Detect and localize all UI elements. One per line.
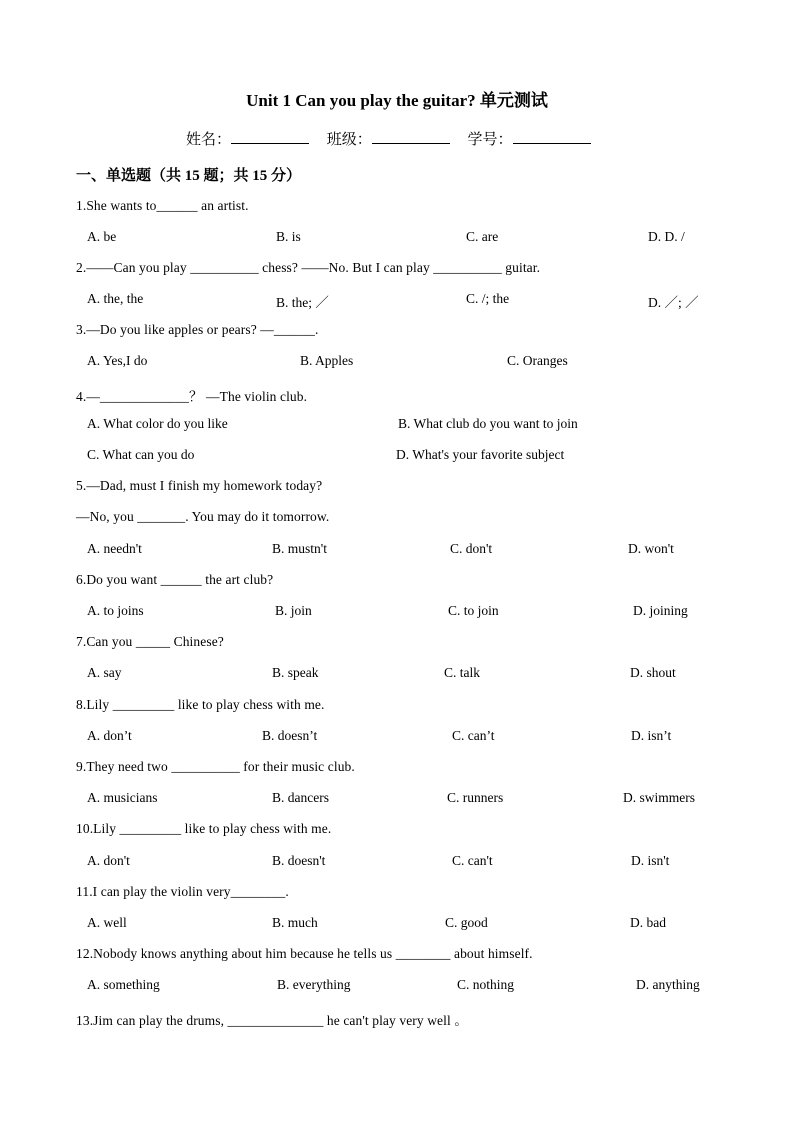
option-b[interactable]: B. everything bbox=[277, 977, 351, 992]
section-heading: 一、单选题（共 15 题；共 15 分） bbox=[76, 168, 302, 184]
option-b[interactable]: B. speak bbox=[272, 665, 319, 680]
student-info bbox=[186, 128, 605, 149]
number-blank[interactable] bbox=[513, 129, 591, 144]
question-stem: 7.Can you _____ Chinese? bbox=[76, 634, 224, 649]
option-c[interactable]: C. good bbox=[445, 915, 488, 930]
class-blank[interactable] bbox=[372, 129, 450, 144]
option-b[interactable]: B. the; ／ bbox=[276, 295, 329, 310]
option-d[interactable]: D. joining bbox=[633, 603, 688, 618]
option-c[interactable]: C. are bbox=[466, 229, 499, 244]
name-field bbox=[186, 128, 309, 149]
question-stem: 4.—_____________？ —The violin club. bbox=[76, 389, 308, 404]
option-b[interactable]: B. Apples bbox=[300, 353, 354, 368]
option-a[interactable]: A. don’t bbox=[87, 728, 132, 743]
option-c[interactable]: C. don't bbox=[450, 541, 493, 556]
question-stem: 1.She wants to______ an artist. bbox=[76, 198, 249, 213]
question-stem-continued: —No, you _______. You may do it tomorrow. bbox=[76, 509, 330, 524]
option-d[interactable]: D. isn’t bbox=[631, 728, 672, 743]
option-c[interactable]: C. runners bbox=[447, 790, 504, 805]
question-stem: 11.I can play the violin very________. bbox=[76, 884, 289, 899]
question-stem: 8.Lily _________ like to play chess with me. bbox=[76, 697, 325, 712]
option-d[interactable]: D. anything bbox=[636, 977, 700, 992]
option-a[interactable]: A. don't bbox=[87, 853, 130, 868]
option-c[interactable]: C. What can you do bbox=[87, 447, 195, 462]
option-d[interactable]: D. shout bbox=[630, 665, 676, 680]
number-field bbox=[468, 128, 591, 149]
option-d[interactable]: D. bad bbox=[630, 915, 666, 930]
option-b[interactable]: B. much bbox=[272, 915, 318, 930]
class-label: 班级： bbox=[326, 132, 372, 148]
option-a[interactable]: A. What color do you like bbox=[87, 416, 228, 431]
option-d[interactable]: D. swimmers bbox=[623, 790, 695, 805]
question-stem: 12.Nobody knows anything about him because he tells us ________ about himself. bbox=[76, 946, 533, 961]
option-c[interactable]: C. to join bbox=[448, 603, 499, 618]
option-b[interactable]: B. mustn't bbox=[272, 541, 327, 556]
question-stem: 5.—Dad, must I finish my homework today? bbox=[76, 478, 323, 493]
option-c[interactable]: C. talk bbox=[444, 665, 480, 680]
option-a[interactable]: A. to joins bbox=[87, 603, 144, 618]
option-a[interactable]: A. say bbox=[87, 665, 122, 680]
name-label: 姓名： bbox=[186, 132, 232, 148]
option-b[interactable]: B. doesn't bbox=[272, 853, 326, 868]
question-stem: 13.Jim can play the drums, ______________ he can't play very well 。 bbox=[76, 1013, 468, 1028]
option-d[interactable]: D. What's your favorite subject bbox=[396, 447, 565, 462]
question-stem: 6.Do you want ______ the art club? bbox=[76, 572, 274, 587]
option-d[interactable]: D. won't bbox=[628, 541, 674, 556]
option-d[interactable]: D. ／; ／ bbox=[648, 295, 699, 310]
number-label: 学号： bbox=[467, 132, 513, 148]
option-b[interactable]: B. doesn’t bbox=[262, 728, 318, 743]
question-stem: 2.——Can you play __________ chess? ——No. But I can play __________ guitar. bbox=[76, 260, 541, 275]
option-a[interactable]: A. musicians bbox=[87, 790, 158, 805]
option-c[interactable]: C. Oranges bbox=[507, 353, 568, 368]
option-d[interactable]: D. isn't bbox=[631, 853, 670, 868]
page-title: Unit 1 Can you play the guitar? 单元测试 bbox=[246, 91, 548, 110]
option-a[interactable]: A. the, the bbox=[87, 291, 144, 306]
option-b[interactable]: B. dancers bbox=[272, 790, 329, 805]
question-stem: 10.Lily _________ like to play chess with me. bbox=[76, 821, 332, 836]
question-stem: 9.They need two __________ for their music club. bbox=[76, 759, 355, 774]
option-c[interactable]: C. nothing bbox=[457, 977, 515, 992]
option-a[interactable]: A. something bbox=[87, 977, 160, 992]
option-c[interactable]: C. /; the bbox=[466, 291, 510, 306]
option-d[interactable]: D. D. / bbox=[648, 229, 685, 244]
option-b[interactable]: B. What club do you want to join bbox=[398, 416, 578, 431]
option-a[interactable]: A. needn't bbox=[87, 541, 142, 556]
option-b[interactable]: B. is bbox=[276, 229, 301, 244]
option-b[interactable]: B. join bbox=[275, 603, 312, 618]
option-a[interactable]: A. be bbox=[87, 229, 117, 244]
option-a[interactable]: A. well bbox=[87, 915, 127, 930]
name-blank[interactable] bbox=[231, 129, 309, 144]
class-field bbox=[327, 128, 450, 149]
option-c[interactable]: C. can't bbox=[452, 853, 493, 868]
question-stem: 3.—Do you like apples or pears? —______. bbox=[76, 322, 319, 337]
option-a[interactable]: A. Yes,I do bbox=[87, 353, 148, 368]
option-c[interactable]: C. can’t bbox=[452, 728, 495, 743]
